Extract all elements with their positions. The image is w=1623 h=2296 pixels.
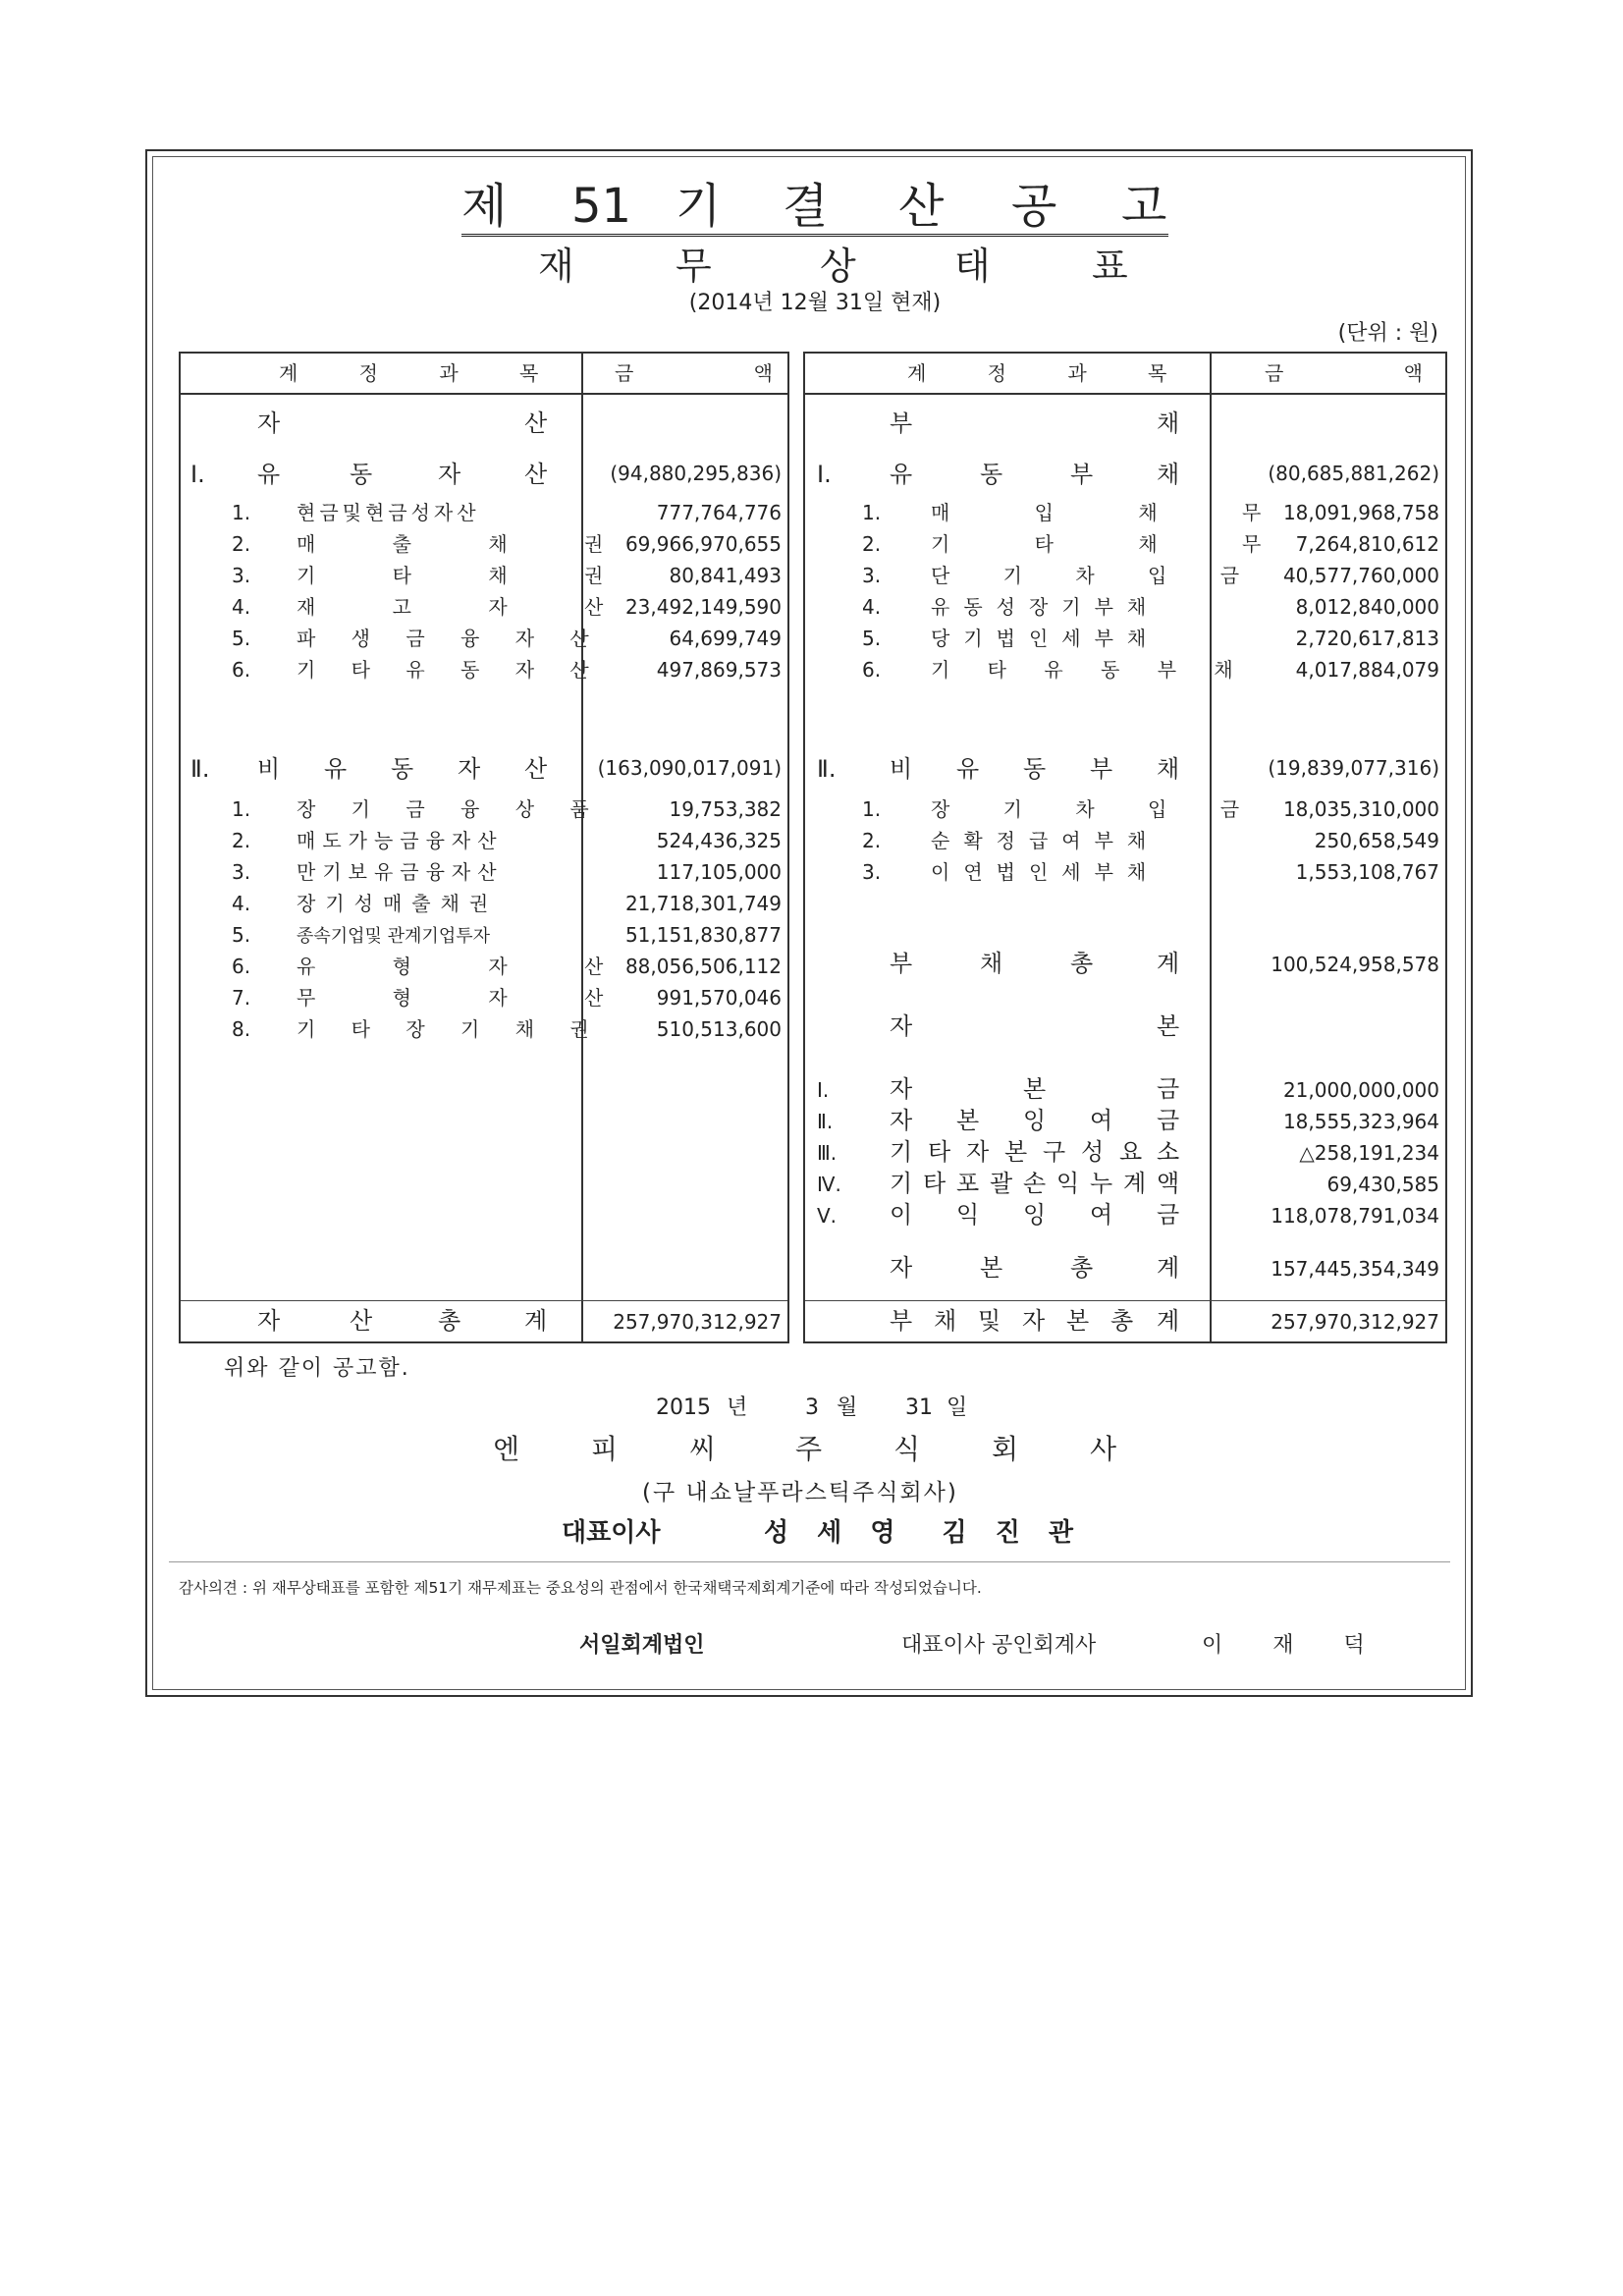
section-amount: (80,685,881,262) xyxy=(1268,462,1439,485)
item-amount: 18,091,968,758 xyxy=(1282,501,1439,524)
equity-item-char: 이 xyxy=(890,1201,913,1229)
ceo-name: 성 세 영 김 진 관 xyxy=(764,1518,1084,1548)
section-label-char: 산 xyxy=(524,461,548,488)
title-char: 공 xyxy=(1011,179,1057,234)
item-amount: 510,513,600 xyxy=(656,1017,782,1041)
item-amount: 80,841,493 xyxy=(669,564,782,587)
item-label: 기 타 채 무 xyxy=(931,532,1301,556)
equity-item-char: 기 xyxy=(890,1138,913,1166)
section-label-char: 채 xyxy=(1157,755,1180,783)
equity-item-char: 금 xyxy=(1157,1107,1180,1134)
item-amount: 51,151,830,877 xyxy=(624,923,782,947)
section-roman: Ⅰ. xyxy=(817,461,832,488)
equity-item-amount: 21,000,000,000 xyxy=(1282,1078,1439,1102)
section-label-char: 자 xyxy=(458,755,481,783)
item-no: 1. xyxy=(232,501,251,524)
date-year: 2015 xyxy=(656,1395,711,1420)
item-no: 2. xyxy=(232,829,251,852)
item-amount: 64,699,749 xyxy=(669,627,782,650)
item-label: 장 기 금 융 상 품 xyxy=(297,797,604,821)
liabilities-heading: 채 xyxy=(1157,410,1180,437)
equity-item-no: Ⅴ. xyxy=(817,1204,838,1228)
item-label: 단 기 차 입 금 xyxy=(931,564,1264,587)
grand-total-char: 채 xyxy=(934,1307,957,1335)
total-label-char: 총 xyxy=(1070,950,1094,977)
equity-item-amount: △258,191,234 xyxy=(1299,1141,1439,1165)
unit-label: (단위 : 원) xyxy=(1337,321,1438,346)
item-no: 5. xyxy=(232,923,251,947)
item-label: 매도가능금융자산 xyxy=(297,829,504,852)
equity-item-char: 기 xyxy=(890,1170,913,1197)
section-amount: (19,839,077,316) xyxy=(1268,756,1439,780)
item-no: 6. xyxy=(862,658,882,682)
item-no: 1. xyxy=(862,797,882,821)
equity-item-char: 요 xyxy=(1119,1138,1143,1166)
date-month-unit: 월 xyxy=(837,1395,858,1420)
equity-item-char: 잉 xyxy=(1023,1107,1047,1134)
item-label: 종속기업및 관계기업투자 xyxy=(297,926,490,947)
item-no: 2. xyxy=(232,532,251,556)
section-label-char: 동 xyxy=(980,461,1003,488)
item-no: 3. xyxy=(232,860,251,884)
footer-separator xyxy=(169,1561,1450,1562)
item-amount: 19,753,382 xyxy=(669,797,782,821)
item-label: 기 타 유 동 부 채 xyxy=(931,658,1249,682)
total-label-char: 자 xyxy=(257,1307,281,1335)
total-label-char: 계 xyxy=(524,1307,548,1335)
total-label-char: 계 xyxy=(1157,1254,1180,1282)
equity-item-amount: 69,430,585 xyxy=(1326,1173,1439,1196)
item-no: 3. xyxy=(862,564,882,587)
equity-item-char: 여 xyxy=(1090,1201,1113,1229)
date-year-unit: 년 xyxy=(727,1395,748,1420)
item-label: 유동성장기부채 xyxy=(931,595,1161,619)
header-amount: 금 액 xyxy=(615,361,830,385)
equity-item-char: 성 xyxy=(1081,1138,1105,1166)
total-amount: 257,970,312,927 xyxy=(613,1310,782,1334)
section-label-char: 동 xyxy=(350,461,373,488)
grand-total-char: 계 xyxy=(1157,1307,1180,1335)
item-amount: 117,105,000 xyxy=(656,860,782,884)
item-amount: 18,035,310,000 xyxy=(1282,797,1439,821)
item-no: 4. xyxy=(232,892,251,915)
equity-item-char: 손 xyxy=(1023,1170,1047,1197)
company-char: 회 xyxy=(992,1433,1019,1465)
item-no: 4. xyxy=(232,595,251,619)
item-amount: 69,966,970,655 xyxy=(624,532,782,556)
item-label: 재 고 자 산 xyxy=(297,595,639,619)
title-char: 기 xyxy=(676,179,722,234)
company-char: 피 xyxy=(591,1433,619,1465)
total-label-char: 총 xyxy=(1070,1254,1094,1282)
item-no: 3. xyxy=(862,860,882,884)
total-label-char: 부 xyxy=(890,950,913,977)
liabilities-heading: 부 xyxy=(890,410,913,437)
section-label-char: 비 xyxy=(890,755,913,783)
company-char: 씨 xyxy=(689,1433,717,1465)
section-label-char: 유 xyxy=(324,755,348,783)
equity-item-char: 계 xyxy=(1123,1170,1147,1197)
audit-opinion: 감사의견 : 위 재무상태표를 포함한 제51기 재무제표는 중요성의 관점에서 한국채택국제회계기준에 따라 작성되었습니다. xyxy=(179,1579,982,1597)
item-amount: 21,718,301,749 xyxy=(624,892,782,915)
equity-item-char: 익 xyxy=(956,1201,980,1229)
as-of-date: (2014년 12월 31일 현재) xyxy=(688,291,942,315)
section-label-char: 채 xyxy=(1157,461,1180,488)
column-divider xyxy=(581,354,583,1341)
equity-item-char: 구 xyxy=(1043,1138,1066,1166)
total-amount: 157,445,354,349 xyxy=(1271,1257,1439,1281)
section-label-char: 동 xyxy=(391,755,414,783)
subtitle-char: 무 xyxy=(676,245,712,288)
item-amount: 777,764,776 xyxy=(656,501,782,524)
item-amount: 250,658,549 xyxy=(1314,829,1439,852)
equity-item-char: 본 xyxy=(1004,1138,1028,1166)
equity-heading: 자 xyxy=(890,1012,913,1040)
title-char: 51 xyxy=(571,179,632,234)
liabilities-equity-table xyxy=(803,352,1480,1343)
equity-item-char: 익 xyxy=(1056,1170,1080,1197)
item-no: 8. xyxy=(232,1017,251,1041)
header-account: 계 정 과 목 xyxy=(907,361,1195,385)
grand-total-char: 자 xyxy=(1022,1307,1046,1335)
page-title xyxy=(461,179,1168,237)
section-amount: (163,090,017,091) xyxy=(597,756,782,780)
item-no: 7. xyxy=(232,986,251,1010)
total-label-char: 계 xyxy=(1157,950,1180,977)
subtitle-char: 태 xyxy=(954,245,991,288)
equity-item-char: 자 xyxy=(966,1138,990,1166)
company-char: 주 xyxy=(795,1433,823,1465)
item-amount: 88,056,506,112 xyxy=(624,955,782,978)
ceo-title: 대표이사 xyxy=(562,1518,661,1548)
item-label: 기 타 채 권 xyxy=(297,564,639,587)
equity-item-char: 금 xyxy=(1157,1075,1180,1103)
title-char: 산 xyxy=(898,179,945,234)
equity-item-no: Ⅲ. xyxy=(817,1141,838,1165)
item-no: 4. xyxy=(862,595,882,619)
date-day: 31 xyxy=(905,1395,933,1420)
item-amount: 2,720,617,813 xyxy=(1295,627,1439,650)
item-label: 순확정급여부채 xyxy=(931,829,1161,852)
equity-item-char: 괄 xyxy=(990,1170,1013,1197)
total-label-char: 본 xyxy=(980,1254,1003,1282)
header-account: 계 정 과 목 xyxy=(279,361,567,385)
section-roman: Ⅰ. xyxy=(190,461,205,488)
item-label: 기 타 장 기 채 권 xyxy=(297,1017,604,1041)
assets-heading: 산 xyxy=(524,410,548,437)
equity-item-char: 자 xyxy=(890,1075,913,1103)
item-amount: 524,436,325 xyxy=(656,829,782,852)
equity-item-char: 본 xyxy=(956,1107,980,1134)
subtitle-char: 상 xyxy=(820,245,856,288)
item-label: 장 기 차 입 금 xyxy=(931,797,1264,821)
item-amount: 4,017,884,079 xyxy=(1295,658,1439,682)
total-row-line xyxy=(805,1300,1445,1301)
section-label-char: 자 xyxy=(438,461,461,488)
equity-item-char: 금 xyxy=(1157,1201,1180,1229)
section-roman: Ⅱ. xyxy=(817,755,837,783)
item-no: 2. xyxy=(862,532,882,556)
section-label-char: 유 xyxy=(257,461,281,488)
equity-item-no: Ⅱ. xyxy=(817,1110,834,1133)
equity-item-char: 본 xyxy=(1023,1075,1047,1103)
equity-item-char: 액 xyxy=(1157,1170,1180,1197)
item-amount: 7,264,810,612 xyxy=(1295,532,1439,556)
item-no: 6. xyxy=(232,658,251,682)
equity-item-char: 타 xyxy=(928,1138,951,1166)
subtitle-char: 표 xyxy=(1092,245,1128,288)
item-label: 파 생 금 융 자 산 xyxy=(297,627,604,650)
section-label-char: 비 xyxy=(257,755,281,783)
item-amount: 8,012,840,000 xyxy=(1295,595,1439,619)
item-label: 당기법인세부채 xyxy=(931,627,1161,650)
item-label: 무 형 자 산 xyxy=(297,986,639,1010)
auditor-firm: 서일회계법인 xyxy=(579,1633,705,1658)
section-amount: (94,880,295,836) xyxy=(610,462,782,485)
item-label: 장기성매출채권 xyxy=(297,892,499,915)
total-row-line xyxy=(181,1300,787,1301)
item-no: 5. xyxy=(862,627,882,650)
notice-text: 위와 같이 공고함. xyxy=(224,1356,410,1381)
auditor-title: 대표이사 공인회계사 xyxy=(901,1633,1097,1658)
item-no: 3. xyxy=(232,564,251,587)
item-amount: 991,570,046 xyxy=(656,986,782,1010)
section-label-char: 동 xyxy=(1023,755,1047,783)
total-label-char: 채 xyxy=(980,950,1003,977)
total-label-char: 산 xyxy=(350,1307,373,1335)
section-label-char: 부 xyxy=(1070,461,1094,488)
equity-item-char: 누 xyxy=(1090,1170,1113,1197)
item-label: 매 출 채 권 xyxy=(297,532,639,556)
section-label-char: 산 xyxy=(524,755,548,783)
equity-item-no: Ⅰ. xyxy=(817,1078,830,1102)
company-char: 사 xyxy=(1090,1433,1117,1465)
grand-total-char: 본 xyxy=(1066,1307,1090,1335)
total-label-char: 자 xyxy=(890,1254,913,1282)
item-no: 1. xyxy=(232,797,251,821)
date-day-unit: 일 xyxy=(947,1395,968,1420)
item-no: 2. xyxy=(862,829,882,852)
total-label-char: 총 xyxy=(438,1307,461,1335)
equity-item-char: 잉 xyxy=(1023,1201,1047,1229)
section-label-char: 부 xyxy=(1090,755,1113,783)
company-char: 식 xyxy=(893,1433,921,1465)
grand-total-char: 부 xyxy=(890,1307,913,1335)
item-no: 1. xyxy=(862,501,882,524)
title-char: 제 xyxy=(461,179,508,234)
title-char: 결 xyxy=(783,179,829,234)
item-amount: 497,869,573 xyxy=(656,658,782,682)
equity-item-char: 소 xyxy=(1157,1138,1180,1166)
section-label-char: 유 xyxy=(956,755,980,783)
item-label: 매 입 채 무 xyxy=(931,501,1301,524)
section-roman: Ⅱ. xyxy=(190,755,210,783)
equity-item-char: 여 xyxy=(1090,1107,1113,1134)
item-label: 기 타 유 동 자 산 xyxy=(297,658,604,682)
section-label-char: 유 xyxy=(890,461,913,488)
auditor-name: 이 재 덕 xyxy=(1202,1633,1386,1658)
company-char: 엔 xyxy=(493,1433,520,1465)
equity-item-no: Ⅳ. xyxy=(817,1173,841,1196)
item-label: 유 형 자 산 xyxy=(297,955,639,978)
total-amount: 100,524,958,578 xyxy=(1271,953,1439,976)
item-label: 이연법인세부채 xyxy=(931,860,1161,884)
item-amount: 1,553,108,767 xyxy=(1295,860,1439,884)
equity-item-char: 자 xyxy=(890,1107,913,1134)
item-label: 현금및현금성자산 xyxy=(297,501,480,524)
item-label: 만기보유금융자산 xyxy=(297,860,504,884)
equity-item-char: 타 xyxy=(923,1170,947,1197)
title-char: 고 xyxy=(1121,179,1167,234)
date-month: 3 xyxy=(805,1395,819,1420)
assets-heading: 자 xyxy=(257,410,281,437)
equity-heading: 본 xyxy=(1157,1012,1180,1040)
equity-item-amount: 118,078,791,034 xyxy=(1271,1204,1439,1228)
item-no: 5. xyxy=(232,627,251,650)
equity-item-amount: 18,555,323,964 xyxy=(1282,1110,1439,1133)
grand-total-char: 총 xyxy=(1110,1307,1134,1335)
equity-item-char: 포 xyxy=(956,1170,980,1197)
grand-total-amount: 257,970,312,927 xyxy=(1271,1310,1439,1334)
item-amount: 23,492,149,590 xyxy=(624,595,782,619)
header-amount: 금 액 xyxy=(1265,361,1480,385)
subtitle-char: 재 xyxy=(538,245,574,288)
company-former-name: (구 내쇼날푸라스틱주식회사) xyxy=(642,1480,958,1505)
grand-total-char: 및 xyxy=(978,1307,1001,1335)
item-no: 6. xyxy=(232,955,251,978)
item-amount: 40,577,760,000 xyxy=(1282,564,1439,587)
